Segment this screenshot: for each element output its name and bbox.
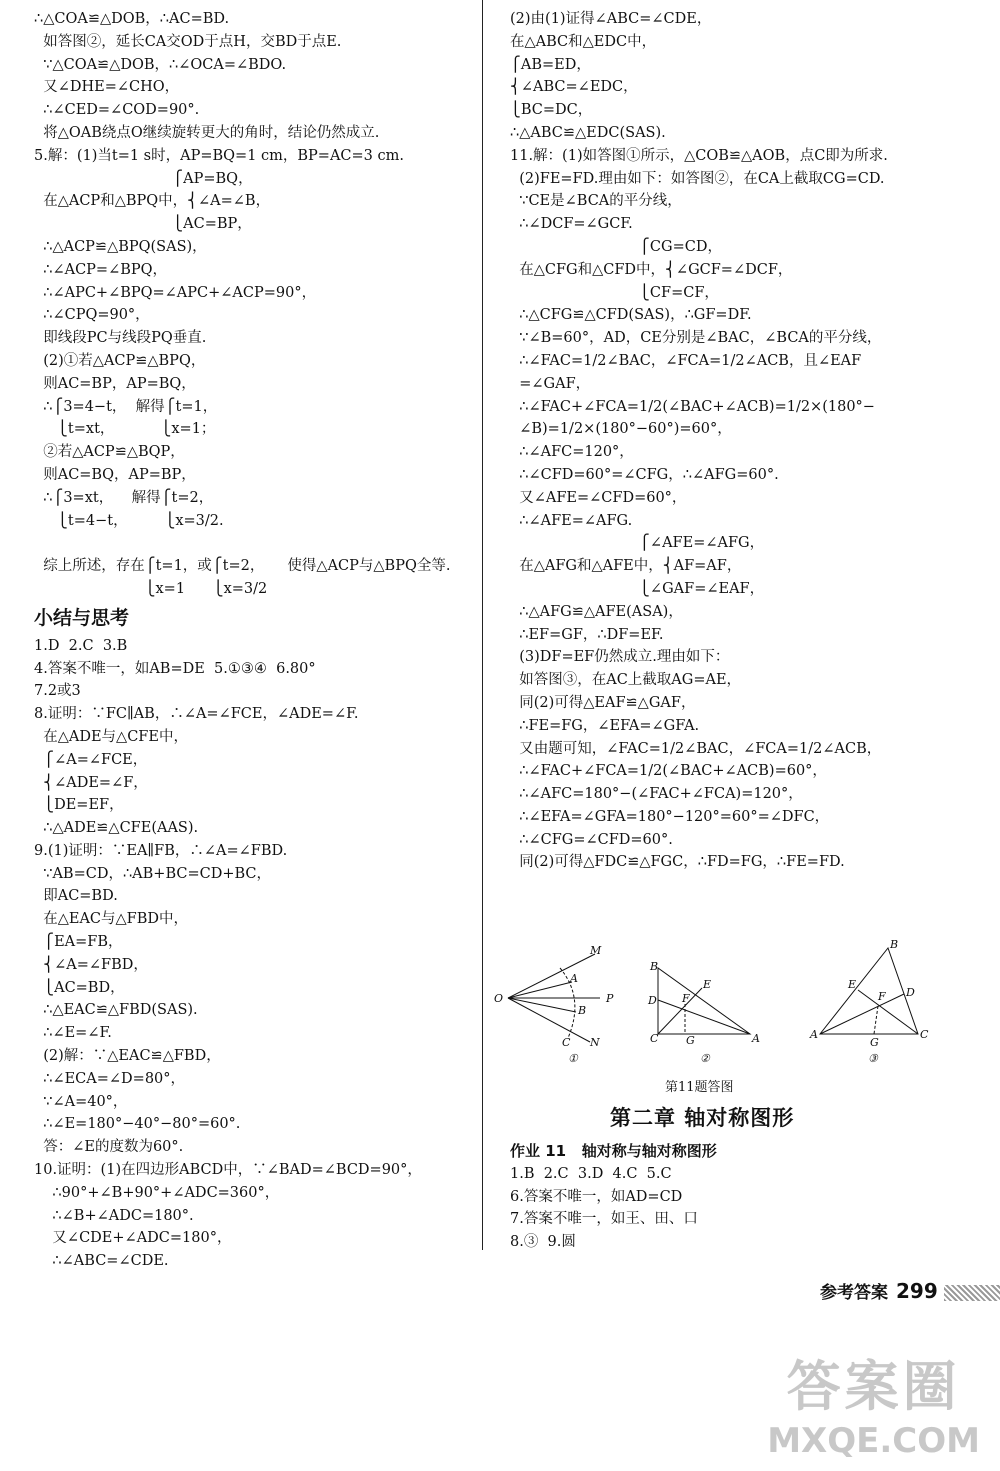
text-line: ∴∠B+∠ADC=180°. xyxy=(34,1207,194,1224)
svg-text:C: C xyxy=(920,1028,929,1041)
homework-line: 8.③ 9.圆 xyxy=(510,1234,576,1251)
svg-text:D: D xyxy=(648,994,657,1007)
text-line: 答：∠E的度数为60°. xyxy=(34,1139,184,1156)
text-line: ⎨∠ABC=∠EDC， xyxy=(510,79,638,96)
text-line: 同(2)可得△EAF≌△GAF， xyxy=(510,694,696,711)
text-line: ∴∠CPQ=90°， xyxy=(34,307,150,324)
text-line: 4.答案不唯一，如AB=DE 5.①③④ 6.80° xyxy=(34,660,316,677)
text-line: 综上所述，存在⎧t=1，或⎧t=2， 使得△ACP与△BPQ全等. xyxy=(34,558,451,575)
text-line: ∴∠AFC=120°， xyxy=(510,444,634,461)
text-line: 如答图②，延长CA交OD于点H，交BD于点E. xyxy=(34,33,342,50)
text-line: ⎩∠GAF=∠EAF， xyxy=(510,580,765,597)
text-line: 7.2或3 xyxy=(34,683,81,700)
text-line: 则AC=BQ，AP=BP， xyxy=(34,466,196,483)
watermark xyxy=(767,1344,980,1461)
text-line: ∴∠ABC=∠CDE. xyxy=(34,1253,169,1270)
text-line: ∴∠FAC+∠FCA=1/2(∠BAC+∠ACB)=60°， xyxy=(510,763,827,780)
text-line: ∴∠APC+∠BPQ=∠APC+∠ACP=90°， xyxy=(34,284,317,301)
text-line: ∴△CFG≌△CFD(SAS)，∴GF=DF. xyxy=(510,307,752,324)
page-footer xyxy=(820,1278,1000,1303)
text-line: 同(2)可得△FDC≌△FGC，∴FD=FG，∴FE=FD. xyxy=(510,854,845,871)
text-line: ∴∠ECA=∠D=80°， xyxy=(34,1070,186,1087)
text-line: ∴△ADE≌△CFE(AAS). xyxy=(34,820,199,837)
text-line: ∴90°+∠B+90°+∠ADC=360°， xyxy=(34,1184,280,1201)
text-line: (2)FE=FD.理由如下：如答图②，在CA上截取CG=CD. xyxy=(510,170,885,187)
text-line: 在△ABC和△EDC中， xyxy=(510,33,657,50)
text-line: 又∠DHE=∠CHO， xyxy=(34,79,180,96)
text-line: ∵∠A=40°， xyxy=(34,1093,128,1110)
svg-text:O: O xyxy=(494,992,504,1005)
text-line: 11.解：(1)如答图①所示，△COB≌△AOB，点C即为所求. xyxy=(510,147,888,164)
text-line: ∴∠DCF=∠GCF. xyxy=(510,216,633,233)
text-line: ∴∠FAC=1/2∠BAC，∠FCA=1/2∠ACB，且∠EAF xyxy=(510,352,862,369)
text-line: ∴∠CED=∠COD=90°. xyxy=(34,102,200,119)
text-line: ∠B)=1/2×(180°−60°)=60°， xyxy=(510,421,732,438)
text-line: ⎧CG=CD， xyxy=(510,238,722,255)
text-line: ∴∠EFA=∠GFA=180°−120°=60°=∠DFC， xyxy=(510,808,830,825)
text-line: ∴⎧3=xt， 解得⎧t=2， xyxy=(34,489,214,506)
text-line xyxy=(34,532,464,555)
text-line: ∴∠CFD=60°=∠CFG，∴∠AFG=60°. xyxy=(510,466,779,483)
homework-line: 6.答案不唯一，如AD=CD xyxy=(510,1188,683,1205)
left-column xyxy=(34,8,464,1273)
text-line: 即AC=BD. xyxy=(34,888,118,905)
text-line: ⎨∠A=∠FBD， xyxy=(34,956,148,973)
svg-text:F: F xyxy=(682,992,690,1005)
text-line: (2)由(1)证得∠ABC=∠CDE， xyxy=(510,11,712,27)
text-line: (2)①若△ACP≌△BPQ， xyxy=(34,352,206,369)
text-line: ⎩x=1 ⎩x=3/2 xyxy=(34,580,268,597)
text-line: 又∠AFE=∠CFD=60°， xyxy=(510,489,687,506)
text-line: 在△AFG和△AFE中，⎨AF=AF， xyxy=(510,558,742,575)
chapter-title: 第二章 轴对称图形 xyxy=(610,1106,795,1130)
footer-pattern xyxy=(944,1285,1000,1301)
svg-text:F: F xyxy=(878,990,886,1003)
text-line: =∠GAF， xyxy=(510,375,591,392)
text-line: (2)解：∵△EAC≌△FBD， xyxy=(34,1048,221,1065)
watermark-url: MXQE.COM xyxy=(767,1421,980,1461)
homework-line: 1.B 2.C 3.D 4.C 5.C xyxy=(510,1165,672,1182)
text-line: ∴∠FAC+∠FCA=1/2(∠BAC+∠ACB)=1/2×(180°− xyxy=(510,398,875,415)
text-line: 1.D 2.C 3.B xyxy=(34,637,128,654)
text-line: 又由题可知，∠FAC=1/2∠BAC，∠FCA=1/2∠ACB， xyxy=(510,740,882,757)
page-number: 299 xyxy=(896,1279,938,1303)
text-line: 将△OAB绕点O继续旋转更大的角时，结论仍然成立. xyxy=(34,124,380,141)
right-column xyxy=(510,8,950,874)
text-line: ∴∠E=180°−40°−80°=60°. xyxy=(34,1116,241,1133)
svg-text:B: B xyxy=(890,938,899,951)
text-line: ∵CE是∠BCA的平分线， xyxy=(510,193,682,210)
text-line: ∵△COA≌△DOB，∴∠OCA=∠BDO. xyxy=(34,56,287,73)
text-line: 如答图③，在AC上截取AG=AE， xyxy=(510,672,742,689)
text-line: ⎩CF=CF， xyxy=(510,284,719,301)
homework-title: 作业 11 轴对称与轴对称图形 xyxy=(510,1142,717,1160)
svg-text:P: P xyxy=(606,992,614,1005)
text-line: 则AC=BP，AP=BQ， xyxy=(34,375,196,392)
text-line: ⎩AC=BP， xyxy=(34,216,252,233)
svg-text:C: C xyxy=(562,1036,571,1049)
text-line: ⎧∠AFE=∠AFG， xyxy=(510,535,765,552)
text-line: (3)DF=EF仍然成立.理由如下： xyxy=(510,649,730,666)
text-line: 8.证明：∵FC∥AB，∴∠A=∠FCE，∠ADE=∠F. xyxy=(34,706,359,723)
text-line: 在△CFG和△CFD中，⎨∠GCF=∠DCF， xyxy=(510,261,793,278)
homework-section xyxy=(510,1140,717,1254)
svg-text:②: ② xyxy=(700,1052,710,1065)
text-line: 在△ADE与△CFE中， xyxy=(34,728,188,745)
text-line: ⎩t=4−t， ⎩x=3/2. xyxy=(34,512,224,529)
svg-text:E: E xyxy=(848,978,857,991)
svg-text:M: M xyxy=(590,944,602,957)
text-line: ∴△COA≌△DOB，∴AC=BD. xyxy=(34,11,230,27)
svg-text:①: ① xyxy=(568,1052,578,1065)
text-line: ∴△ACP≌△BPQ(SAS)， xyxy=(34,238,207,255)
text-line: ⎩BC=DC， xyxy=(510,102,593,119)
svg-text:G: G xyxy=(870,1036,879,1049)
text-line: ∴∠AFE=∠AFG. xyxy=(510,512,633,529)
svg-text:G: G xyxy=(686,1034,695,1047)
text-line: ∵∠B=60°，AD，CE分别是∠BAC，∠BCA的平分线， xyxy=(510,330,882,347)
text-line: ∴⎧3=4−t， 解得⎧t=1， xyxy=(34,398,218,415)
figure-caption: 第11题答图 xyxy=(665,1080,734,1095)
svg-text:A: A xyxy=(810,1028,818,1041)
figure-11-answer xyxy=(490,938,950,1068)
text-line: ∴FE=FG，∠EFA=∠GFA. xyxy=(510,717,700,734)
text-line: ⎧∠A=∠FCE， xyxy=(34,751,148,768)
text-line: 在△EAC与△FBD中， xyxy=(34,911,189,928)
column-divider xyxy=(482,0,483,1250)
text-line: 5.解：(1)当t=1 s时，AP=BQ=1 cm，BP=AC=3 cm. xyxy=(34,147,404,164)
figure-1 xyxy=(494,944,614,1065)
text-line: ⎩DE=EF， xyxy=(34,797,124,814)
figure-3 xyxy=(809,938,929,1065)
text-line: ∴∠AFC=180°−(∠FAC+∠FCA)=120°， xyxy=(510,786,803,803)
text-line: ∴△ABC≌△EDC(SAS). xyxy=(510,124,666,141)
text-line: 在△ACP和△BPQ中，⎨∠A=∠B， xyxy=(34,193,271,210)
text-line: ⎩t=xt， ⎩x=1； xyxy=(34,421,216,438)
footer-label: 参考答案 xyxy=(820,1283,888,1303)
text-line: ∵AB=CD，∴AB+BC=CD+BC， xyxy=(34,865,271,882)
text-line: 即线段PC与线段PQ垂直. xyxy=(34,330,207,347)
text-line: ∴△AFG≌△AFE(ASA)， xyxy=(510,603,683,620)
text-line: ⎧AB=ED， xyxy=(510,56,591,73)
text-line: ⎨∠ADE=∠F， xyxy=(34,774,148,791)
text-line: ∴△EAC≌△FBD(SAS). xyxy=(34,1002,198,1019)
svg-text:A: A xyxy=(570,972,578,985)
watermark-logo-text: 答案圈 xyxy=(786,1355,961,1418)
svg-text:C: C xyxy=(650,1032,659,1045)
text-line: ⎧EA=FB， xyxy=(34,934,123,951)
svg-text:N: N xyxy=(590,1036,600,1049)
svg-text:B: B xyxy=(650,960,659,973)
text-line: ⎩AC=BD， xyxy=(34,979,125,996)
text-line: ∴∠ACP=∠BPQ， xyxy=(34,261,168,278)
svg-text:E: E xyxy=(703,978,712,991)
text-line: 又∠CDE+∠ADC=180°， xyxy=(34,1230,232,1247)
svg-text:A: A xyxy=(752,1032,760,1045)
svg-text:B: B xyxy=(578,1004,587,1017)
text-line: ∴∠CFG=∠CFD=60°. xyxy=(510,831,673,848)
text-line: ②若△ACP≌△BQP， xyxy=(34,444,185,461)
svg-text:③: ③ xyxy=(868,1052,878,1065)
homework-line: 7.答案不唯一，如王、田、口 xyxy=(510,1211,698,1228)
figure-2 xyxy=(647,960,760,1065)
section-heading: 小结与思考 xyxy=(34,606,130,629)
text-line: 9.(1)证明：∵EA∥FB，∴∠A=∠FBD. xyxy=(34,842,288,859)
text-line: ⎧AP=BQ， xyxy=(34,170,253,187)
text-line: ∴EF=GF，∴DF=EF. xyxy=(510,626,664,643)
svg-text:D: D xyxy=(906,986,915,999)
text-line: 10.证明：(1)在四边形ABCD中，∵∠BAD=∠BCD=90°， xyxy=(34,1162,422,1179)
text-line: ∴∠E=∠F. xyxy=(34,1025,112,1042)
